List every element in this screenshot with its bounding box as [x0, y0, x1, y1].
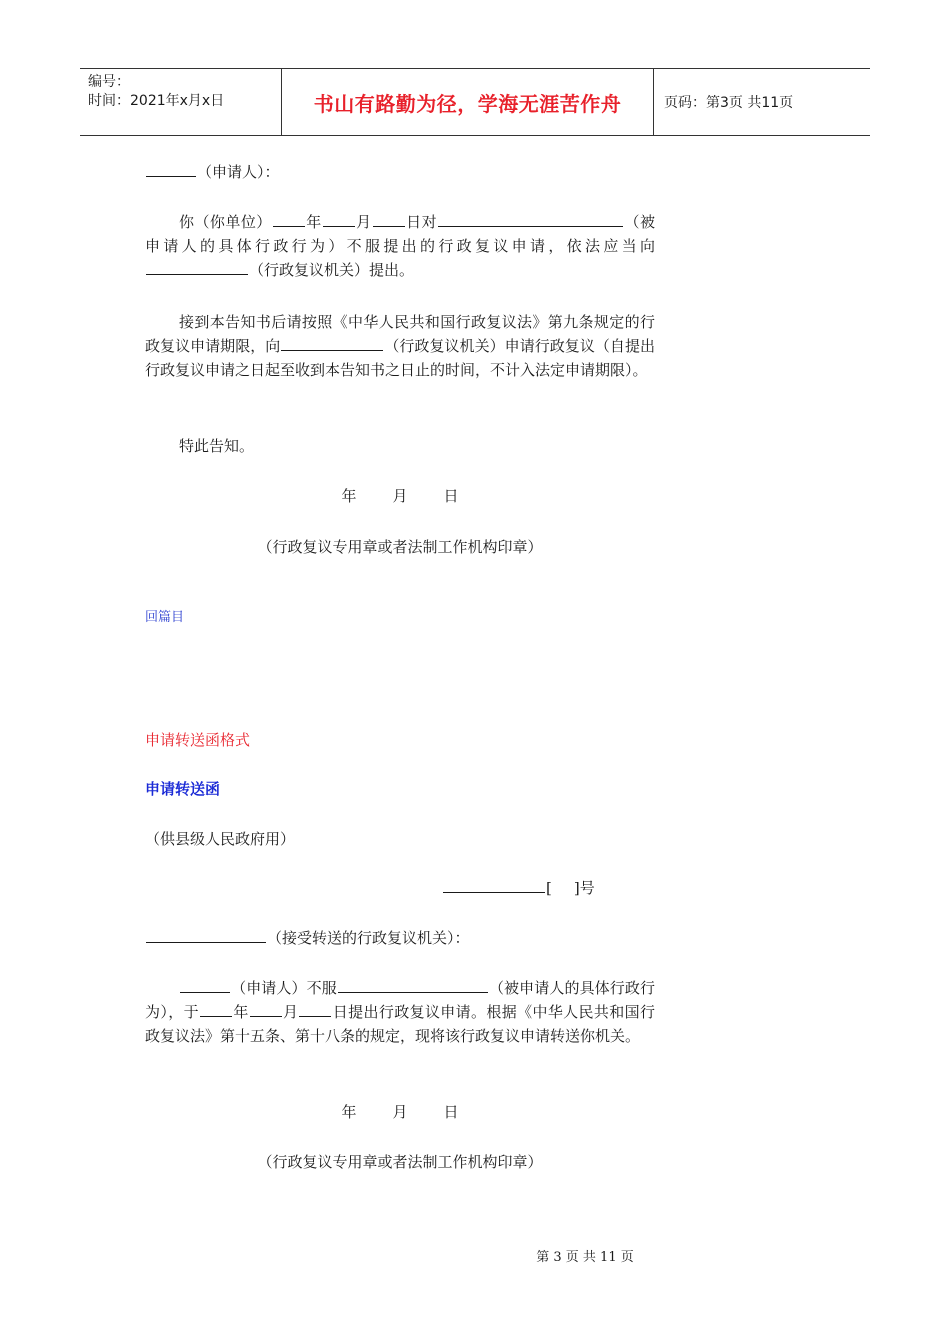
blank-field: [281, 334, 383, 351]
blank-field: [443, 876, 545, 893]
transfer-doc-title: 申请转送函: [145, 780, 221, 798]
blank-field: [299, 1000, 331, 1017]
transfer-paragraph-1: （申请人）不服 （被申请人的具体行政行为），于 年 月 日提出行政复议申请。根据《中华人民共和国行政复议法》第十五条、第十八条的规定，现将该行政复议申请转送你机关。: [145, 976, 655, 1048]
blank-field: [146, 926, 266, 943]
notice-paragraph-1: 你（你单位） 年 月 日对 （被申请人的具体行政行为）不服提出的行政复议申请，依法应当向（行政复议机关）提出。: [145, 210, 655, 282]
header-meta: [80, 69, 282, 135]
notice-date-row: 年 月 日: [341, 487, 459, 505]
blank-field: [146, 160, 196, 177]
back-to-index-link[interactable]: 回篇目: [145, 610, 185, 625]
section-title: 申请转送函格式: [145, 731, 251, 749]
blank-field: [250, 1000, 282, 1017]
notice-addressee: （申请人）：: [145, 160, 280, 184]
blank-field: [146, 258, 248, 275]
page-header: [80, 68, 870, 136]
transfer-date-row: 年 月 日: [341, 1103, 459, 1121]
blank-field: [338, 976, 488, 993]
blank-field: [180, 976, 230, 993]
transfer-doc-number: [ ]号: [442, 876, 595, 900]
blank-field: [200, 1000, 232, 1017]
transfer-seal: （行政复议专用章或者法制工作机构印章）: [257, 1153, 543, 1171]
notice-closing: 特此告知。: [179, 437, 255, 455]
blank-field: [323, 210, 355, 227]
blank-field: [438, 210, 623, 227]
transfer-usage-note: （供县级人民政府用）: [145, 830, 296, 848]
document-time-label: 时间：2021年x月x日: [88, 93, 225, 109]
notice-paragraph-2: 接到本告知书后请按照《中华人民共和国行政复议法》第九条规定的行政复议申请期限，向 （行政复议机关）申请行政复议（自提出行政复议申请之日起至收到本告知书之日止的时间，不计入法定申请期限）。: [145, 313, 655, 379]
blank-field: [373, 210, 405, 227]
blank-field: [273, 210, 305, 227]
header-motto: 书山有路勤为径，学海无涯苦作舟: [282, 69, 654, 135]
page-footer: 第 3 页 共 11 页: [536, 1250, 634, 1265]
header-page-info: 页码：第3页 共11页: [664, 95, 794, 111]
document-number-label: 编号：: [88, 74, 130, 90]
notice-seal: （行政复议专用章或者法制工作机构印章）: [257, 538, 543, 556]
transfer-addressee: （接受转送的行政复议机关）：: [145, 926, 470, 950]
